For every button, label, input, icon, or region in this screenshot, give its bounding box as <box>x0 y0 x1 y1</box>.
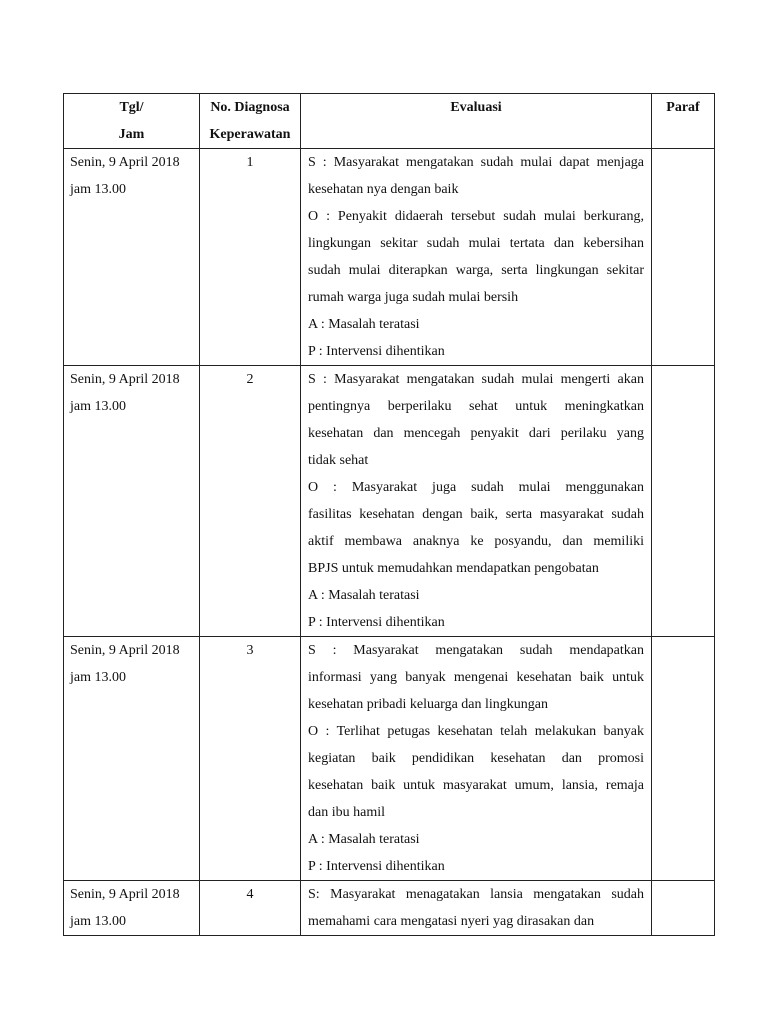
time-text: jam 13.00 <box>70 182 126 197</box>
header-date-time <box>64 94 200 149</box>
date-time-cell <box>64 149 200 366</box>
table-row <box>64 366 715 637</box>
time-text: jam 13.00 <box>70 670 126 685</box>
evaluation-line: A : Masalah teratasi <box>308 832 420 847</box>
evaluation-line: S: Masyarakat menagatakan lansia mengatakan sudah <box>308 887 644 902</box>
evaluation-line: kesehatan nya dengan baik <box>308 182 459 197</box>
evaluation-line: P : Intervensi dihentikan <box>308 344 445 359</box>
evaluation-line: tidak sehat <box>308 453 369 468</box>
table-row <box>64 149 715 366</box>
evaluation-line: S : Masyarakat mengatakan sudah mendapatkan <box>308 643 644 658</box>
table-body <box>64 149 715 936</box>
date-time-cell <box>64 881 200 936</box>
evaluation-line: O : Penyakit didaerah tersebut sudah mulai berkurang, <box>308 209 644 224</box>
header-evaluation: Evaluasi <box>301 94 652 149</box>
evaluation-line: memahami cara mengatasi nyeri yag dirasakan dan <box>308 914 595 929</box>
date-text: Senin, 9 April 2018 <box>70 643 180 658</box>
evaluation-line: S : Masyarakat mengatakan sudah mulai dapat menjaga <box>308 155 644 170</box>
evaluation-line: A : Masalah teratasi <box>308 588 420 603</box>
paraf-cell <box>652 637 715 881</box>
evaluation-line: P : Intervensi dihentikan <box>308 859 445 874</box>
evaluation-line: aktif membawa anaknya ke posyandu, dan memiliki <box>308 534 644 549</box>
date-time-cell <box>64 366 200 637</box>
evaluation-line: lingkungan sekitar sudah mulai tertata dan kebersihan <box>308 236 644 251</box>
table-row <box>64 881 715 936</box>
evaluation-line: kesehatan pribadi keluarga dan lingkungan <box>308 697 548 712</box>
diagnosis-number-cell: 1 <box>200 149 301 366</box>
header-diagnosis-label-1: No. Diagnosa <box>210 100 290 115</box>
evaluation-line: O : Terlihat petugas kesehatan telah melakukan banyak <box>308 724 644 739</box>
diagnosis-number-cell: 4 <box>200 881 301 936</box>
evaluation-cell <box>301 881 652 936</box>
date-text: Senin, 9 April 2018 <box>70 887 180 902</box>
evaluation-line: A : Masalah teratasi <box>308 317 420 332</box>
evaluation-line: P : Intervensi dihentikan <box>308 615 445 630</box>
date-text: Senin, 9 April 2018 <box>70 155 180 170</box>
evaluation-line: kegiatan baik pendidikan kesehatan dan promosi <box>308 751 644 766</box>
evaluation-line: kesehatan baik untuk masyarakat umum, lansia, remaja <box>308 778 644 793</box>
evaluation-table <box>63 93 715 936</box>
diagnosis-number-cell: 2 <box>200 366 301 637</box>
evaluation-cell <box>301 149 652 366</box>
evaluation-line: S : Masyarakat mengatakan sudah mulai mengerti akan <box>308 372 644 387</box>
header-time-label: Jam <box>118 127 145 142</box>
table-header-row <box>64 94 715 149</box>
evaluation-line: rumah warga juga sudah mulai bersih <box>308 290 519 305</box>
time-text: jam 13.00 <box>70 399 126 414</box>
header-diagnosis-label-2: Keperawatan <box>209 127 291 142</box>
header-date-label: Tgl/ <box>119 100 144 115</box>
date-time-cell <box>64 637 200 881</box>
evaluation-line: informasi yang banyak mengenai kesehatan baik untuk <box>308 670 644 685</box>
evaluation-line: fasilitas kesehatan dengan baik, serta masyarakat sudah <box>308 507 644 522</box>
paraf-cell <box>652 366 715 637</box>
evaluation-line: BPJS untuk memudahkan mendapatkan pengobatan <box>308 561 599 576</box>
time-text: jam 13.00 <box>70 914 126 929</box>
header-diagnosis <box>200 94 301 149</box>
paraf-cell <box>652 149 715 366</box>
evaluation-line: sudah mulai diterapkan warga, serta lingkungan sekitar <box>308 263 644 278</box>
header-paraf: Paraf <box>652 94 715 149</box>
date-text: Senin, 9 April 2018 <box>70 372 180 387</box>
evaluation-line: kesehatan dan mencegah penyakit dari perilaku yang <box>308 426 644 441</box>
evaluation-line: dan ibu hamil <box>308 805 385 820</box>
evaluation-cell <box>301 637 652 881</box>
table-row <box>64 637 715 881</box>
paraf-cell <box>652 881 715 936</box>
diagnosis-number-cell: 3 <box>200 637 301 881</box>
evaluation-cell <box>301 366 652 637</box>
evaluation-line: pentingnya berperilaku sehat untuk meningkatkan <box>308 399 644 414</box>
evaluation-line: O : Masyarakat juga sudah mulai menggunakan <box>308 480 644 495</box>
